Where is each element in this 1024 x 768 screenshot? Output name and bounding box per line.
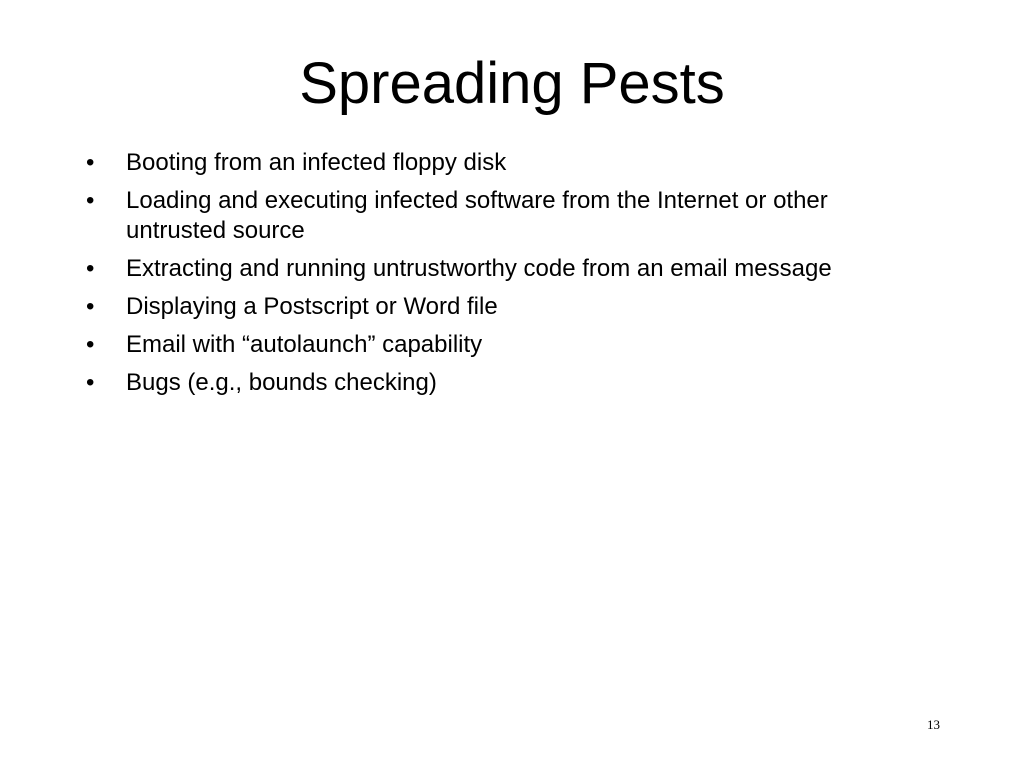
bullet-text: Email with “autolaunch” capability bbox=[126, 331, 483, 358]
bullet-item bbox=[86, 148, 906, 178]
bullet-marker: • bbox=[86, 369, 95, 396]
bullet-marker: • bbox=[86, 293, 95, 320]
bullet-text: Bugs (e.g., bounds checking) bbox=[126, 369, 437, 396]
bullet-item bbox=[86, 330, 906, 360]
bullet-text: Loading and executing infected software from the Internet or other untrusted source bbox=[126, 187, 828, 244]
bullet-item bbox=[86, 186, 906, 246]
bullet-marker: • bbox=[86, 331, 95, 358]
bullet-item bbox=[86, 292, 906, 322]
bullet-marker: • bbox=[86, 187, 95, 214]
bullet-text: Booting from an infected floppy disk bbox=[126, 149, 507, 176]
slide-title: Spreading Pests bbox=[299, 51, 725, 116]
bullet-text: Displaying a Postscript or Word file bbox=[126, 293, 498, 320]
bullet-item bbox=[86, 254, 906, 284]
bullet-marker: • bbox=[86, 255, 95, 282]
page-number: 13 bbox=[927, 717, 940, 732]
bullet-item bbox=[86, 368, 906, 398]
bullet-text: Extracting and running untrustworthy code from an email message bbox=[126, 255, 832, 282]
bullet-marker: • bbox=[86, 149, 95, 176]
bullet-list bbox=[86, 148, 906, 406]
